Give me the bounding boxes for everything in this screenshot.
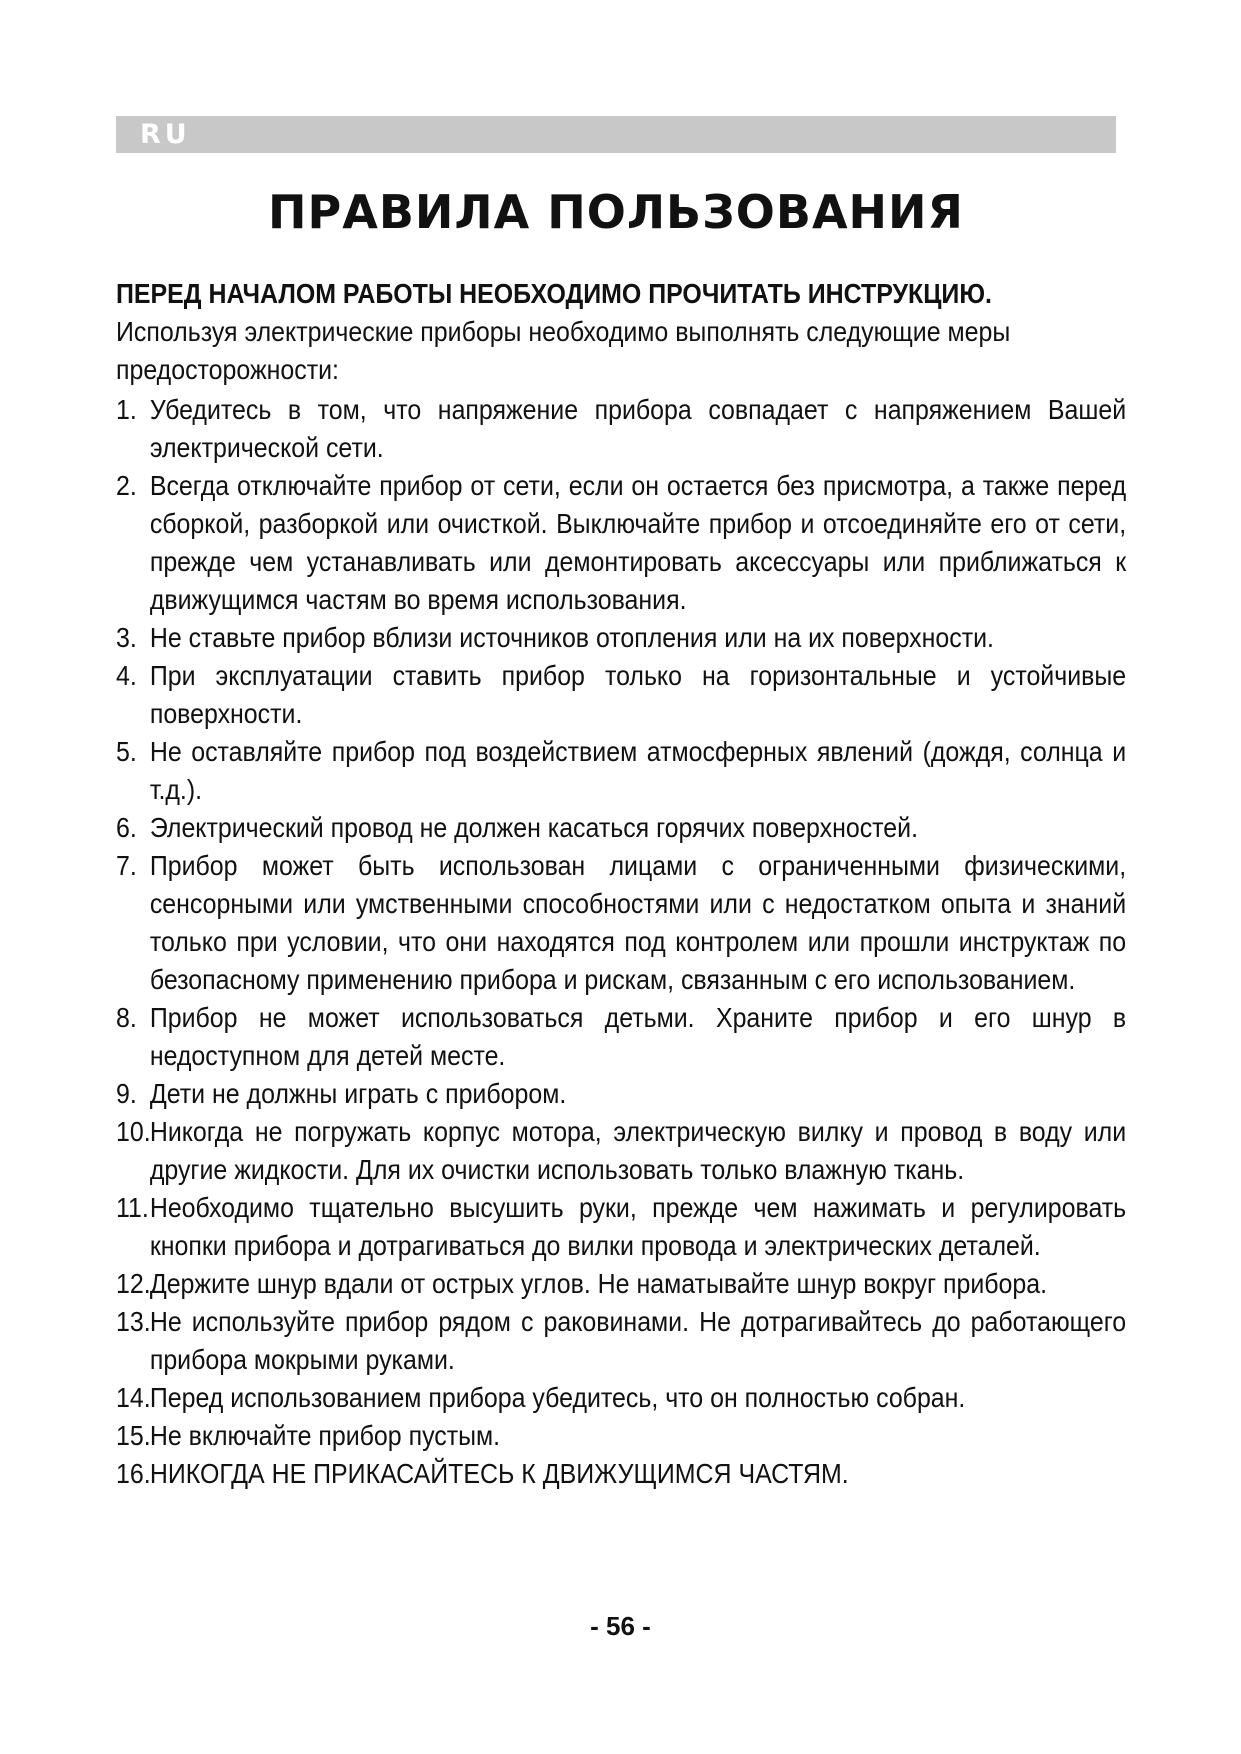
language-header-bar	[116, 116, 1116, 153]
rule-number: 15.	[116, 1420, 151, 1451]
rule-item-11	[116, 1189, 1126, 1265]
rule-item-2	[116, 467, 1126, 619]
rule-item-9	[116, 1075, 1126, 1113]
rule-item-5	[116, 733, 1126, 809]
rule-number: 10.	[116, 1116, 151, 1147]
rule-text: НИКОГДА НЕ ПРИКАСАЙТЕСЬ К ДВИЖУЩИМСЯ ЧАСТЯМ.	[149, 1458, 849, 1489]
rule-number: 16.	[116, 1458, 151, 1489]
rule-item-15	[116, 1417, 1126, 1455]
rule-item-1	[116, 391, 1126, 467]
rule-number: 11.	[116, 1192, 149, 1223]
rule-number: 6.	[116, 812, 137, 843]
rule-text: Прибор не может использоваться детьми. Храните прибор и его шнур в недоступном для детей месте.	[149, 1002, 1127, 1071]
rule-number: 14.	[116, 1382, 151, 1413]
rule-item-8	[116, 999, 1126, 1075]
rule-item-10	[116, 1113, 1126, 1189]
rule-text: Не включайте прибор пустым.	[149, 1420, 501, 1451]
rules-list	[116, 391, 1126, 1493]
rule-number: 9.	[116, 1078, 137, 1109]
rule-text: Дети не должны играть с прибором.	[149, 1078, 567, 1109]
page-number: - 56 -	[590, 1611, 651, 1641]
rule-text: Перед использованием прибора убедитесь, что он полностью собран.	[149, 1382, 966, 1413]
rule-text: Держите шнур вдали от острых углов. Не наматывайте шнур вокруг прибора.	[149, 1268, 1048, 1299]
rule-text: Прибор может быть использован лицами с ограниченными физическими, сенсорными или умственными способностями или с недостатком опыта и знаний только при условии, что они находятся под контролем или прошли инструктаж по безопасному применению прибора и рискам, связанным с его использованием.	[149, 850, 1127, 995]
rule-text: Не оставляйте прибор под воздействием атмосферных явлений (дождя, солнца и т.д.).	[149, 736, 1127, 805]
rule-text: Всегда отключайте прибор от сети, если он остается без присмотра, а также перед сборкой, разборкой или очисткой. Выключайте прибор и отсоединяйте его от сети, прежде чем устанавливать или демонтировать аксессуары или приближаться к движущимся частям во время использования.	[149, 470, 1127, 615]
warning-heading: ПЕРЕД НАЧАЛОМ РАБОТЫ НЕОБХОДИМО ПРОЧИТАТЬ ИНСТРУКЦИЮ.	[116, 278, 992, 309]
rule-text: Убедитесь в том, что напряжение прибора совпадает с напряжением Вашей электрической сети.	[149, 394, 1127, 463]
rule-item-14	[116, 1379, 1126, 1417]
language-code: RU	[140, 119, 191, 150]
intro-text: Используя электрические приборы необходимо выполнять следующие меры предосторожности:	[116, 316, 1011, 385]
rule-item-13	[116, 1303, 1126, 1379]
rule-text: Не ставьте прибор вблизи источников отопления или на их поверхности.	[149, 622, 994, 653]
rule-number: 13.	[116, 1306, 151, 1337]
rule-item-16	[116, 1455, 1126, 1493]
rule-number: 1.	[116, 394, 137, 425]
rule-item-4	[116, 657, 1126, 733]
rule-number: 2.	[116, 470, 137, 501]
rule-text: Электрический провод не должен касаться горячих поверхностей.	[149, 812, 919, 843]
rule-number: 3.	[116, 622, 137, 653]
rule-item-6	[116, 809, 1126, 847]
rule-item-7	[116, 847, 1126, 999]
rule-text: При эксплуатации ставить прибор только на горизонтальные и устойчивые поверхности.	[149, 660, 1127, 729]
rule-text: Никогда не погружать корпус мотора, электрическую вилку и провод в воду или другие жидкости. Для их очистки использовать только влажную ткань.	[149, 1116, 1127, 1185]
rule-text: Необходимо тщательно высушить руки, прежде чем нажимать и регулировать кнопки прибора и дотрагиваться до вилки провода и электрических деталей.	[149, 1192, 1127, 1261]
page-title: ПРАВИЛА ПОЛЬЗОВАНИЯ	[268, 185, 964, 239]
main-content	[116, 275, 1127, 1493]
rule-item-3	[116, 619, 1126, 657]
rule-number: 5.	[116, 736, 137, 767]
rule-number: 8.	[116, 1002, 137, 1033]
rule-text: Не используйте прибор рядом с раковинами. Не дотрагивайтесь до работающего прибора мокрыми руками.	[149, 1306, 1127, 1375]
rule-number: 7.	[116, 850, 137, 881]
rule-item-12	[116, 1265, 1126, 1303]
rule-number: 4.	[116, 660, 137, 691]
rule-number: 12.	[116, 1268, 151, 1299]
